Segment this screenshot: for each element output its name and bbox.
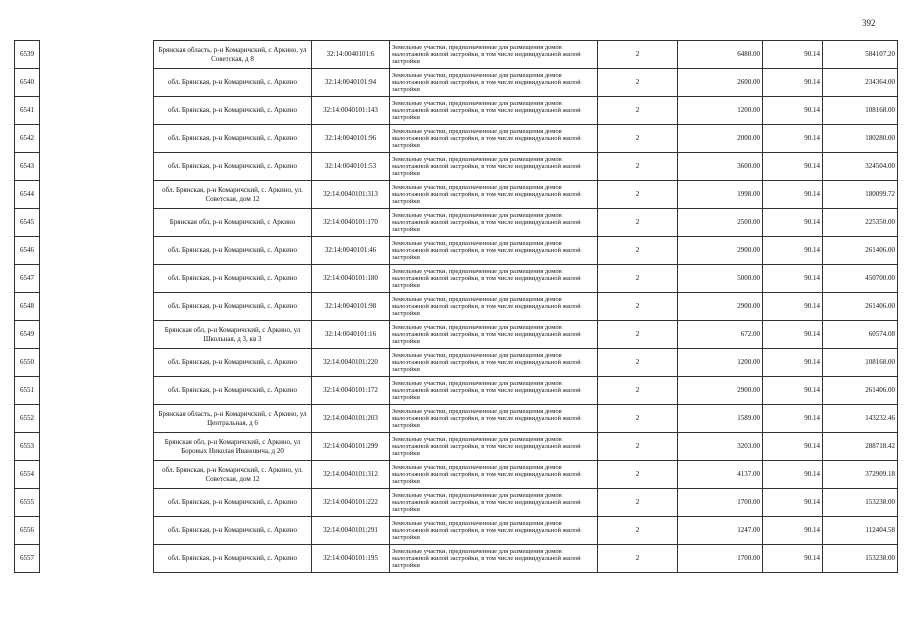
group-code-cell: 2 [598, 377, 678, 405]
cadastral-number-cell: 32:14:0040101:16 [312, 321, 390, 349]
cadastral-value-cell: 180099.72 [823, 181, 898, 209]
cadastral-number-cell: 32:14:0040101:180 [312, 265, 390, 293]
table-row [15, 405, 898, 433]
table-gap-cell [40, 517, 154, 545]
group-code-cell: 2 [598, 97, 678, 125]
group-code-cell: 2 [598, 489, 678, 517]
land-purpose-cell: Земельные участки, предназначенные для размещения домов малоэтажной жилой застройки, в том числе индивидуальной жилой застройки [390, 461, 598, 489]
cadastral-value-cell: 261406.00 [823, 237, 898, 265]
group-code-cell: 2 [598, 405, 678, 433]
cadastral-number-cell: 32:14:0040101:291 [312, 517, 390, 545]
cadastral-number-cell: 32:14:0040101:222 [312, 489, 390, 517]
row-number-cell: 6540 [15, 69, 40, 97]
land-purpose-cell: Земельные участки, предназначенные для размещения домов малоэтажной жилой застройки, в том числе индивидуальной жилой застройки [390, 377, 598, 405]
address-cell: обл. Брянская, р-н Комаричский, с. Аркино [154, 349, 312, 377]
cadastral-value-cell: 112404.58 [823, 517, 898, 545]
land-purpose-cell: Земельные участки, предназначенные для размещения домов малоэтажной жилой застройки, в том числе индивидуальной жилой застройки [390, 153, 598, 181]
group-code-cell: 2 [598, 69, 678, 97]
address-cell: Брянская обл, р-н Комаричский, с Аркино, ул Школьная, д 3, кв 3 [154, 321, 312, 349]
area-cell: 2500.00 [678, 209, 763, 237]
table-row [15, 237, 898, 265]
area-cell: 1700.00 [678, 545, 763, 573]
cadastral-value-cell: 261406.00 [823, 377, 898, 405]
row-number-cell: 6551 [15, 377, 40, 405]
specific-value-cell: 90.14 [763, 349, 823, 377]
address-cell: обл. Брянская, р-н Комаричский, с. Аркино [154, 517, 312, 545]
group-code-cell: 2 [598, 125, 678, 153]
group-code-cell: 2 [598, 181, 678, 209]
group-code-cell: 2 [598, 237, 678, 265]
land-purpose-cell: Земельные участки, предназначенные для размещения домов малоэтажной жилой застройки, в том числе индивидуальной жилой застройки [390, 125, 598, 153]
specific-value-cell: 90.14 [763, 461, 823, 489]
address-cell: обл. Брянская, р-н Комаричский, с. Аркино [154, 125, 312, 153]
table-gap-cell [40, 181, 154, 209]
area-cell: 2900.00 [678, 293, 763, 321]
specific-value-cell: 90.14 [763, 97, 823, 125]
land-purpose-cell: Земельные участки, предназначенные для размещения домов малоэтажной жилой застройки, в том числе индивидуальной жилой застройки [390, 489, 598, 517]
table-gap-cell [40, 349, 154, 377]
cadastral-number-cell: 32:14:0040101:203 [312, 405, 390, 433]
table-gap-cell [40, 545, 154, 573]
row-number-cell: 6545 [15, 209, 40, 237]
area-cell: 672.00 [678, 321, 763, 349]
land-purpose-cell: Земельные участки, предназначенные для размещения домов малоэтажной жилой застройки, в том числе индивидуальной жилой застройки [390, 293, 598, 321]
cadastral-number-cell: 32:14:0040101:96 [312, 125, 390, 153]
cadastral-value-cell: 143232.46 [823, 405, 898, 433]
specific-value-cell: 90.14 [763, 237, 823, 265]
row-number-cell: 6542 [15, 125, 40, 153]
table-gap-cell [40, 265, 154, 293]
group-code-cell: 2 [598, 41, 678, 69]
table-row [15, 153, 898, 181]
row-number-cell: 6555 [15, 489, 40, 517]
cadastral-number-cell: 32:14:0040101:98 [312, 293, 390, 321]
row-number-cell: 6546 [15, 237, 40, 265]
specific-value-cell: 90.14 [763, 41, 823, 69]
cadastral-value-cell: 108168.00 [823, 349, 898, 377]
cadastral-number-cell: 32:14:0040101:53 [312, 153, 390, 181]
specific-value-cell: 90.14 [763, 293, 823, 321]
row-number-cell: 6539 [15, 41, 40, 69]
table-gap-cell [40, 377, 154, 405]
area-cell: 4137.00 [678, 461, 763, 489]
table-row [15, 293, 898, 321]
area-cell: 3600.00 [678, 153, 763, 181]
specific-value-cell: 90.14 [763, 321, 823, 349]
land-purpose-cell: Земельные участки, предназначенные для размещения домов малоэтажной жилой застройки, в том числе индивидуальной жилой застройки [390, 517, 598, 545]
address-cell: обл. Брянская, р-н Комаричский, с. Аркино [154, 293, 312, 321]
table-row [15, 377, 898, 405]
address-cell: обл. Брянская, р-н Комаричский, с. Аркино, ул. Советская, дом 12 [154, 181, 312, 209]
cadastral-number-cell: 32:14:0040101:312 [312, 461, 390, 489]
table-gap-cell [40, 293, 154, 321]
table-row [15, 265, 898, 293]
table-row [15, 97, 898, 125]
specific-value-cell: 90.14 [763, 209, 823, 237]
specific-value-cell: 90.14 [763, 517, 823, 545]
row-number-cell: 6553 [15, 433, 40, 461]
table-row [15, 433, 898, 461]
group-code-cell: 2 [598, 153, 678, 181]
row-number-cell: 6541 [15, 97, 40, 125]
group-code-cell: 2 [598, 433, 678, 461]
cadastral-number-cell: 32:14:0040101:172 [312, 377, 390, 405]
group-code-cell: 2 [598, 461, 678, 489]
table-row [15, 209, 898, 237]
cadastral-number-cell: 32:14:0040101:220 [312, 349, 390, 377]
area-cell: 1700.00 [678, 489, 763, 517]
table-row [15, 321, 898, 349]
land-registry-table [14, 40, 898, 573]
area-cell: 2900.00 [678, 377, 763, 405]
row-number-cell: 6543 [15, 153, 40, 181]
table-row [15, 517, 898, 545]
cadastral-number-cell: 32:14:0040101:6 [312, 41, 390, 69]
group-code-cell: 2 [598, 293, 678, 321]
land-purpose-cell: Земельные участки, предназначенные для размещения домов малоэтажной жилой застройки, в том числе индивидуальной жилой застройки [390, 545, 598, 573]
table-row [15, 69, 898, 97]
address-cell: Брянская обл, р-н Комаричский, с Аркино [154, 209, 312, 237]
land-purpose-cell: Земельные участки, предназначенные для размещения домов малоэтажной жилой застройки, в том числе индивидуальной жилой застройки [390, 97, 598, 125]
row-number-cell: 6544 [15, 181, 40, 209]
land-purpose-cell: Земельные участки, предназначенные для размещения домов малоэтажной жилой застройки, в том числе индивидуальной жилой застройки [390, 181, 598, 209]
table-gap-cell [40, 433, 154, 461]
area-cell: 2600.00 [678, 69, 763, 97]
address-cell: обл. Брянская, р-н Комаричский, с. Аркино [154, 545, 312, 573]
row-number-cell: 6547 [15, 265, 40, 293]
table-row [15, 489, 898, 517]
area-cell: 3203.00 [678, 433, 763, 461]
specific-value-cell: 90.14 [763, 377, 823, 405]
specific-value-cell: 90.14 [763, 489, 823, 517]
table-gap-cell [40, 489, 154, 517]
table-gap-cell [40, 237, 154, 265]
row-number-cell: 6549 [15, 321, 40, 349]
land-purpose-cell: Земельные участки, предназначенные для размещения домов малоэтажной жилой застройки, в том числе индивидуальной жилой застройки [390, 321, 598, 349]
group-code-cell: 2 [598, 545, 678, 573]
cadastral-value-cell: 225350.00 [823, 209, 898, 237]
cadastral-value-cell: 153238.00 [823, 545, 898, 573]
group-code-cell: 2 [598, 265, 678, 293]
address-cell: обл. Брянская, р-н Комаричский, с. Аркино [154, 69, 312, 97]
land-purpose-cell: Земельные участки, предназначенные для размещения домов малоэтажной жилой застройки, в том числе индивидуальной жилой застройки [390, 237, 598, 265]
table-gap-cell [40, 69, 154, 97]
cadastral-number-cell: 32:14:0040101:94 [312, 69, 390, 97]
table-gap-cell [40, 41, 154, 69]
row-number-cell: 6552 [15, 405, 40, 433]
specific-value-cell: 90.14 [763, 125, 823, 153]
land-purpose-cell: Земельные участки, предназначенные для размещения домов малоэтажной жилой застройки, в том числе индивидуальной жилой застройки [390, 69, 598, 97]
cadastral-number-cell: 32:14:0040101:143 [312, 97, 390, 125]
address-cell: обл. Брянская, р-н Комаричский, с. Аркино [154, 237, 312, 265]
cadastral-value-cell: 108168.00 [823, 97, 898, 125]
specific-value-cell: 90.14 [763, 433, 823, 461]
address-cell: обл. Брянская, р-н Комаричский, с. Аркино [154, 97, 312, 125]
land-purpose-cell: Земельные участки, предназначенные для размещения домов малоэтажной жилой застройки, в том числе индивидуальной жилой застройки [390, 433, 598, 461]
row-number-cell: 6556 [15, 517, 40, 545]
cadastral-value-cell: 324504.00 [823, 153, 898, 181]
area-cell: 1200.00 [678, 349, 763, 377]
row-number-cell: 6557 [15, 545, 40, 573]
group-code-cell: 2 [598, 517, 678, 545]
cadastral-value-cell: 584107.20 [823, 41, 898, 69]
address-cell: Брянская обл, р-н Комаричский, с Аркино, ул Боровых Николая Ивановича, д 20 [154, 433, 312, 461]
table-gap-cell [40, 321, 154, 349]
table-gap-cell [40, 125, 154, 153]
specific-value-cell: 90.14 [763, 265, 823, 293]
table-gap-cell [40, 209, 154, 237]
cadastral-number-cell: 32:14:0040101:195 [312, 545, 390, 573]
area-cell: 2900.00 [678, 237, 763, 265]
area-cell: 5000.00 [678, 265, 763, 293]
area-cell: 2000.00 [678, 125, 763, 153]
cadastral-value-cell: 450700.00 [823, 265, 898, 293]
group-code-cell: 2 [598, 349, 678, 377]
area-cell: 1247.00 [678, 517, 763, 545]
address-cell: обл. Брянская, р-н Комаричский, с. Аркино [154, 265, 312, 293]
page-number: 392 [862, 18, 876, 28]
cadastral-value-cell: 60574.08 [823, 321, 898, 349]
area-cell: 6480.00 [678, 41, 763, 69]
area-cell: 1589.00 [678, 405, 763, 433]
table-row [15, 41, 898, 69]
cadastral-value-cell: 234364.00 [823, 69, 898, 97]
address-cell: Брянская область, р-н Комаричский, с Аркино, ул Центральная, д 6 [154, 405, 312, 433]
specific-value-cell: 90.14 [763, 181, 823, 209]
row-number-cell: 6554 [15, 461, 40, 489]
group-code-cell: 2 [598, 321, 678, 349]
table-gap-cell [40, 97, 154, 125]
area-cell: 1998.00 [678, 181, 763, 209]
table-row [15, 125, 898, 153]
specific-value-cell: 90.14 [763, 153, 823, 181]
table-row [15, 545, 898, 573]
land-purpose-cell: Земельные участки, предназначенные для размещения домов малоэтажной жилой застройки, в том числе индивидуальной жилой застройки [390, 349, 598, 377]
specific-value-cell: 90.14 [763, 69, 823, 97]
table-row [15, 181, 898, 209]
table-row [15, 349, 898, 377]
cadastral-number-cell: 32:14:0040101:170 [312, 209, 390, 237]
table-body [15, 41, 898, 573]
address-cell: обл. Брянская, р-н Комаричский, с. Аркино [154, 377, 312, 405]
land-purpose-cell: Земельные участки, предназначенные для размещения домов малоэтажной жилой застройки, в том числе индивидуальной жилой застройки [390, 405, 598, 433]
land-purpose-cell: Земельные участки, предназначенные для размещения домов малоэтажной жилой застройки, в том числе индивидуальной жилой застройки [390, 209, 598, 237]
address-cell: обл. Брянская, р-н Комаричский, с. Аркино, ул. Советская, дом 12 [154, 461, 312, 489]
cadastral-number-cell: 32:14:0040101:299 [312, 433, 390, 461]
row-number-cell: 6548 [15, 293, 40, 321]
address-cell: обл. Брянская, р-н Комаричский, с. Аркино [154, 153, 312, 181]
row-number-cell: 6550 [15, 349, 40, 377]
cadastral-value-cell: 261406.00 [823, 293, 898, 321]
address-cell: обл. Брянская, р-н Комаричский, с. Аркино [154, 489, 312, 517]
cadastral-number-cell: 32:14:0040101:313 [312, 181, 390, 209]
group-code-cell: 2 [598, 209, 678, 237]
specific-value-cell: 90.14 [763, 405, 823, 433]
table-row [15, 461, 898, 489]
cadastral-value-cell: 288718.42 [823, 433, 898, 461]
cadastral-value-cell: 153238.00 [823, 489, 898, 517]
address-cell: Брянская область, р-н Комаричский, с Аркино, ул Советская, д 8 [154, 41, 312, 69]
cadastral-number-cell: 32:14:0040101:46 [312, 237, 390, 265]
table-gap-cell [40, 405, 154, 433]
land-purpose-cell: Земельные участки, предназначенные для размещения домов малоэтажной жилой застройки, в том числе индивидуальной жилой застройки [390, 265, 598, 293]
table-gap-cell [40, 461, 154, 489]
cadastral-value-cell: 180280.00 [823, 125, 898, 153]
table-gap-cell [40, 153, 154, 181]
specific-value-cell: 90.14 [763, 545, 823, 573]
cadastral-value-cell: 372909.18 [823, 461, 898, 489]
land-purpose-cell: Земельные участки, предназначенные для размещения домов малоэтажной жилой застройки, в том числе индивидуальной жилой застройки [390, 41, 598, 69]
area-cell: 1200.00 [678, 97, 763, 125]
